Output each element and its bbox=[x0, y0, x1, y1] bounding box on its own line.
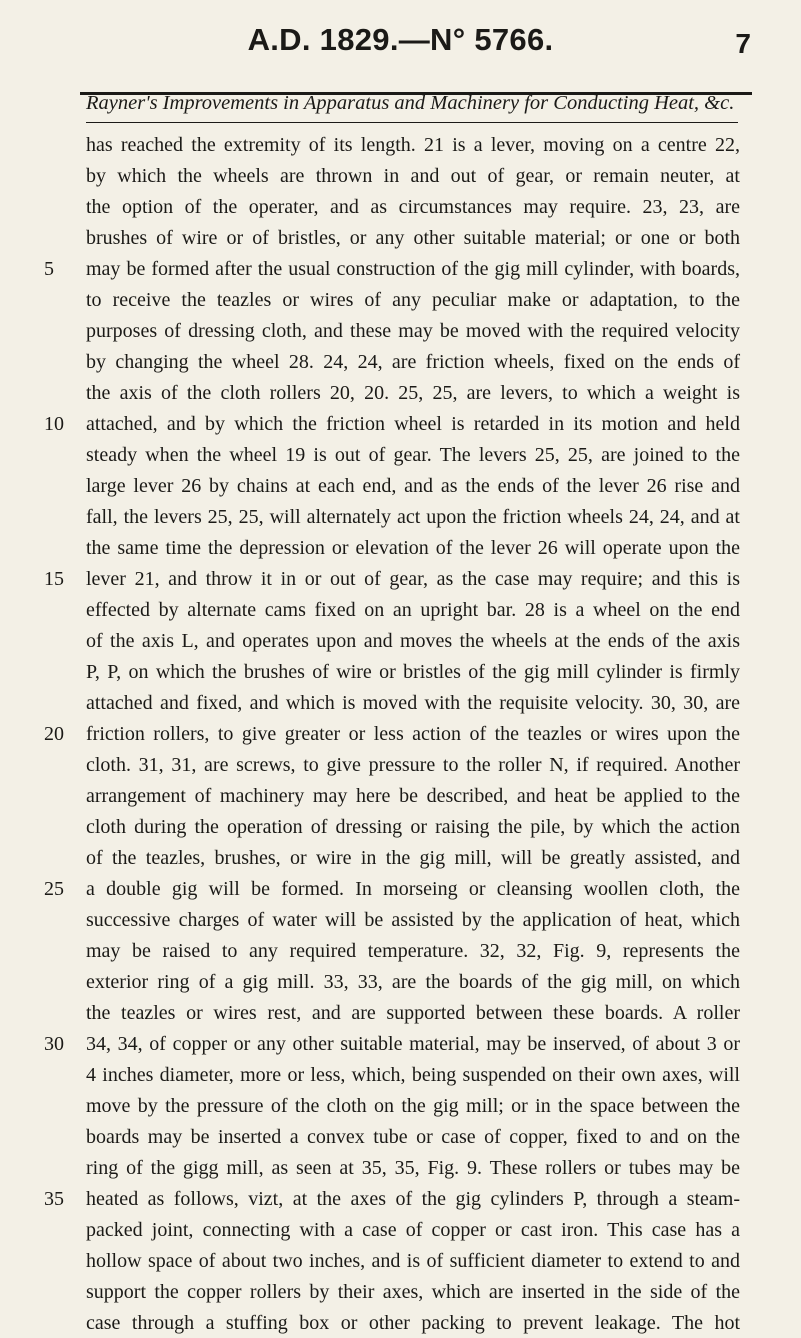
text-line: move by the pressure of the cloth on the gig mill; or in the space between the bbox=[86, 1095, 740, 1117]
line-number: 25 bbox=[44, 878, 64, 900]
text-line: case through a stuffing box or other packing to prevent leakage. The hot bbox=[86, 1312, 740, 1334]
text-line: large lever 26 by chains at each end, and as the ends of the lever 26 rise and bbox=[86, 475, 740, 497]
text-line: lever 21, and throw it in or out of gear, as the case may require; and this is bbox=[86, 568, 740, 590]
line-number: 15 bbox=[44, 568, 64, 590]
text-line: by which the wheels are thrown in and out of gear, or remain neuter, at bbox=[86, 165, 740, 187]
text-line: brushes of wire or of bristles, or any other suitable material; or one or both bbox=[86, 227, 740, 249]
line-number: 10 bbox=[44, 413, 64, 435]
text-line: 4 inches diameter, more or less, which, being suspended on their own axes, will bbox=[86, 1064, 740, 1086]
text-line: support the copper rollers by their axes, which are inserted in the side of the bbox=[86, 1281, 740, 1303]
text-line: hollow space of about two inches, and is of sufficient diameter to extend to and bbox=[86, 1250, 740, 1272]
text-line: may be raised to any required temperature. 32, 32, Fig. 9, represents the bbox=[86, 940, 740, 962]
text-line: ring of the gigg mill, as seen at 35, 35, Fig. 9. These rollers or tubes may be bbox=[86, 1157, 740, 1179]
text-line: attached, and by which the friction wheel is retarded in its motion and held bbox=[86, 413, 740, 435]
text-line: has reached the extremity of its length. 21 is a lever, moving on a centre 22, bbox=[86, 134, 740, 156]
patent-title: A.D. 1829.—N° 5766. bbox=[247, 22, 554, 57]
page-number: 7 bbox=[735, 28, 751, 59]
line-number: 5 bbox=[44, 258, 54, 280]
line-number: 20 bbox=[44, 723, 64, 745]
text-line: packed joint, connecting with a case of copper or cast iron. This case has a bbox=[86, 1219, 740, 1241]
text-line: the option of the operater, and as circumstances may require. 23, 23, are bbox=[86, 196, 740, 218]
text-line: may be formed after the usual construction of the gig mill cylinder, with boards, bbox=[86, 258, 740, 280]
text-line: the same time the depression or elevation of the lever 26 will operate upon the bbox=[86, 537, 740, 559]
running-title: Rayner's Improvements in Apparatus and Machinery for Conducting Heat, &c. bbox=[86, 92, 735, 114]
text-line: heated as follows, vizt, at the axes of the gig cylinders P, through a steam- bbox=[86, 1188, 740, 1210]
text-line: exterior ring of a gig mill. 33, 33, are the boards of the gig mill, on which bbox=[86, 971, 740, 993]
text-line: steady when the wheel 19 is out of gear. The levers 25, 25, are joined to the bbox=[86, 444, 740, 466]
page-header bbox=[0, 22, 801, 82]
text-line: 34, 34, of copper or any other suitable material, may be inserved, of about 3 or bbox=[86, 1033, 740, 1055]
text-line: the teazles or wires rest, and are supported between these boards. A roller bbox=[86, 1002, 740, 1024]
text-line: purposes of dressing cloth, and these may be moved with the required velocity bbox=[86, 320, 740, 342]
text-line: fall, the levers 25, 25, will alternately act upon the friction wheels 24, 24, and at bbox=[86, 506, 740, 528]
line-number: 30 bbox=[44, 1033, 64, 1055]
text-line: successive charges of water will be assisted by the application of heat, which bbox=[86, 909, 740, 931]
text-line: a double gig will be formed. In morseing or cleansing woollen cloth, the bbox=[86, 878, 740, 900]
text-line: arrangement of machinery may here be described, and heat be applied to the bbox=[86, 785, 740, 807]
text-line: by changing the wheel 28. 24, 24, are friction wheels, fixed on the ends of bbox=[86, 351, 740, 373]
text-line: of the axis L, and operates upon and moves the wheels at the ends of the axis bbox=[86, 630, 740, 652]
title-rule bbox=[86, 122, 738, 123]
text-line: of the teazles, brushes, or wire in the gig mill, will be greatly assisted, and bbox=[86, 847, 740, 869]
text-line: cloth. 31, 31, are screws, to give pressure to the roller N, if required. Another bbox=[86, 754, 740, 776]
text-line: cloth during the operation of dressing or raising the pile, by which the action bbox=[86, 816, 740, 838]
text-line: attached and fixed, and which is moved with the requisite velocity. 30, 30, are bbox=[86, 692, 740, 714]
text-line: effected by alternate cams fixed on an upright bar. 28 is a wheel on the end bbox=[86, 599, 740, 621]
text-line: the axis of the cloth rollers 20, 20. 25, 25, are levers, to which a weight is bbox=[86, 382, 740, 404]
text-line: boards may be inserted a convex tube or case of copper, fixed to and on the bbox=[86, 1126, 740, 1148]
text-line: P, P, on which the brushes of wire or bristles of the gig mill cylinder is firmly bbox=[86, 661, 740, 683]
line-number: 35 bbox=[44, 1188, 64, 1210]
text-line: to receive the teazles or wires of any peculiar make or adaptation, to the bbox=[86, 289, 740, 311]
text-line: friction rollers, to give greater or less action of the teazles or wires upon the bbox=[86, 723, 740, 745]
